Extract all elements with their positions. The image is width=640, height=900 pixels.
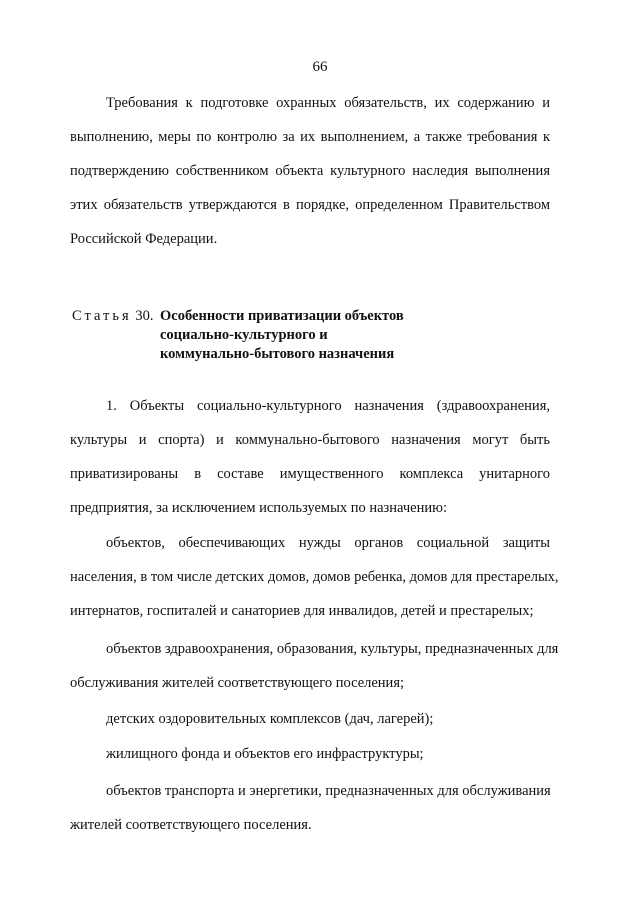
article-label-word: Статья: [72, 308, 132, 324]
article-label-number: 30.: [135, 308, 154, 324]
paragraph-line: детских оздоровительных комплексов (дач, лагерей);: [106, 711, 434, 727]
list-item-camps: [70, 702, 550, 736]
article-label: [72, 307, 153, 326]
paragraph-line: Требования к подготовке охранных обязательств, их содержанию и: [106, 95, 550, 111]
paragraph-line: предприятия, за исключением используемых по назначению:: [70, 500, 447, 516]
article-title: [160, 307, 460, 364]
article-title-line: Особенности приватизации объектов: [160, 308, 404, 324]
clause-1-paragraph: [70, 389, 550, 525]
list-item-social-protection: [70, 526, 559, 628]
paragraph-line: интернатов, госпиталей и санаториев для инвалидов, детей и престарелых;: [70, 603, 534, 619]
paragraph-line: культуры и спорта) и коммунально-бытового назначения могут быть: [70, 432, 550, 448]
paragraph-line: объектов здравоохранения, образования, культуры, предназначенных для: [106, 641, 559, 657]
paragraph-line: объектов транспорта и энергетики, предназначенных для обслуживания: [106, 783, 551, 799]
paragraph-line: выполнению, меры по контролю за их выполнением, а также требования к: [70, 129, 550, 145]
paragraph-line: объектов, обеспечивающих нужды органов социальной защиты: [106, 535, 550, 551]
paragraph-line: подтверждению собственником объекта культурного наследия выполнения: [70, 163, 550, 179]
paragraph-line: жителей соответствующего поселения.: [70, 817, 312, 833]
paragraph-line: обслуживания жителей соответствующего поселения;: [70, 675, 405, 691]
list-item-healthcare: [70, 632, 559, 700]
article-title-line: коммунально-бытового назначения: [160, 346, 395, 362]
article-title-line: социально-культурного и: [160, 327, 328, 343]
paragraph-line: 1. Объекты социально-культурного назначения (здравоохранения,: [106, 398, 550, 414]
paragraph-line: Российской Федерации.: [70, 231, 218, 247]
page-number: 66: [312, 59, 328, 75]
paragraph-line: приватизированы в составе имущественного комплекса унитарного: [70, 466, 550, 482]
paragraph-line: населения, в том числе детских домов, домов ребенка, домов для престарелых,: [70, 569, 559, 585]
list-item-transport: [70, 774, 550, 842]
list-item-housing: [70, 737, 550, 771]
paragraph-line: этих обязательств утверждаются в порядке, определенном Правительством: [70, 197, 550, 213]
intro-paragraph: [70, 86, 550, 256]
paragraph-line: жилищного фонда и объектов его инфраструктуры;: [106, 746, 424, 762]
